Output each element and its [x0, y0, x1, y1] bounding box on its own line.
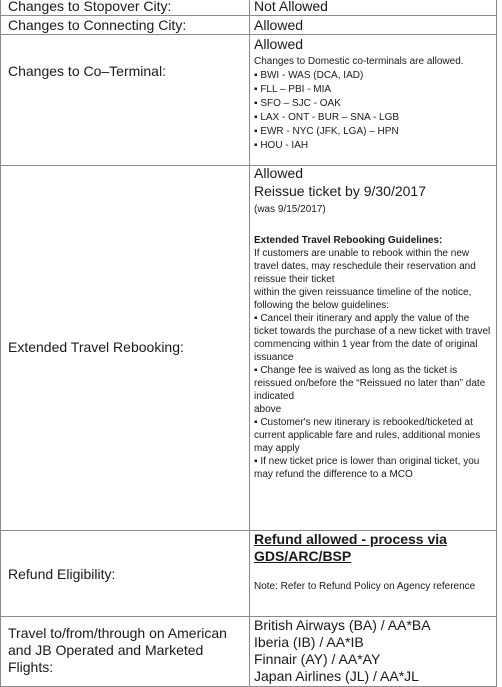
refund-note: Note: Refer to Refund Policy on Agency reference [254, 581, 476, 592]
connecting-value: Allowed [254, 17, 304, 33]
rebooking-label: Extended Travel Rebooking: [8, 339, 184, 355]
coterminal-item: ▪ EWR - NYC (JFK, LGA) – HPN [254, 125, 492, 139]
airline-entry: Finnair (AY) / AA*AY [254, 651, 381, 667]
coterminal-status: Allowed [254, 36, 304, 52]
guidelines-title: Extended Travel Rebooking Guidelines: [254, 235, 443, 246]
guideline-continuation: above [254, 404, 282, 415]
airline-entry: British Airways (BA) / AA*BA [254, 617, 431, 633]
connecting-label: Changes to Connecting City: [8, 17, 187, 33]
stopover-value: Not Allowed [254, 0, 328, 14]
guideline-bullet: ▪ Change fee is waived as long as the ticket is reissued on/before the “Reissued no later than” date indicated [254, 364, 492, 403]
coterminal-label: Changes to Co–Terminal: [8, 63, 166, 79]
airline-entry: Japan Airlines (JL) / AA*JL [254, 668, 419, 684]
guideline-paragraph: If customers are unable to rebook within the new travel dates, may reschedule their reservation and reissue their ticket [254, 248, 476, 285]
refund-heading: Refund allowed - process via GDS/ARC/BSP [254, 531, 447, 564]
coterminal-item: ▪ LAX - ONT - BUR – SNA - LGB [254, 111, 492, 125]
coterminal-item: ▪ BWI - WAS (DCA, IAD) [254, 69, 492, 83]
rebooking-value [254, 165, 492, 481]
coterminal-intro: Changes to Domestic co-terminals are allowed. [254, 56, 464, 67]
guideline-bullet: ▪ Customer's new itinerary is rebooked/ticketed at current applicable fare and rules, additional monies may apply [254, 416, 492, 455]
stopover-label: Changes to Stopover City: [8, 0, 172, 14]
rebooking-status: Allowed [254, 165, 304, 181]
table-border-right [496, 0, 497, 687]
coterminal-list [254, 69, 492, 153]
reissue-date: Reissue ticket by 9/30/2017 [254, 183, 426, 199]
guideline-bullet: ▪ If new ticket price is lower than original ticket, you may refund the difference to a MCO [254, 455, 492, 481]
guideline-continuation: commencing within 1 year from the date of original issuance [254, 339, 478, 363]
travel-label: Travel to/from/through on American and JB Operated and Marketed Flights: [8, 625, 227, 675]
coterminal-item: ▪ HOU - IAH [254, 139, 492, 153]
travel-value [254, 617, 492, 685]
guideline-paragraph: within the given reissuance timeline of the notice, following the below guidelines: [254, 287, 472, 311]
airline-entry: Iberia (IB) / AA*IB [254, 634, 364, 650]
refund-label: Refund Eligibility: [8, 566, 116, 582]
table-border-left [0, 0, 1, 687]
guideline-bullet: ▪ Cancel their itinerary and apply the value of the ticket towards the purchase of a new ticket with travel [254, 312, 492, 338]
refund-value [254, 531, 492, 593]
previous-date: (was 9/15/2017) [254, 204, 326, 215]
coterminal-item: ▪ SFO – SJC - OAK [254, 97, 492, 111]
coterminal-value [254, 36, 492, 153]
coterminal-item: ▪ FLL – PBI - MIA [254, 83, 492, 97]
column-divider [249, 0, 250, 687]
